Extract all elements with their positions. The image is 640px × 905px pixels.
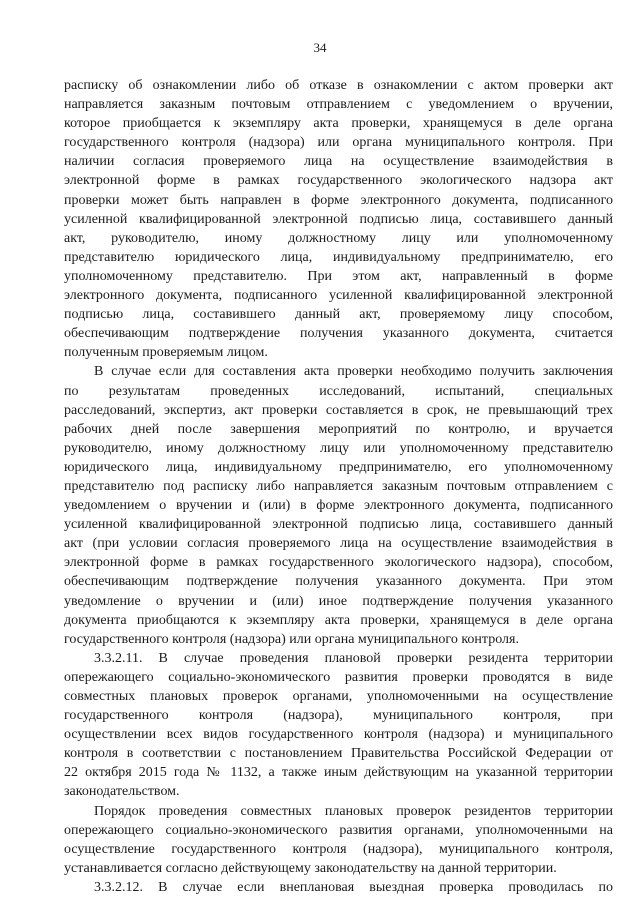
text-line: опережающего социально-экономического развития органами, уполномоченными на	[64, 822, 613, 838]
page-number: 34	[313, 40, 327, 55]
text-line: по результатам проведенных исследований, испытаний, специальных	[64, 383, 613, 399]
text-line: акт, руководителю, иному должностному лицу или уполномоченному	[64, 230, 613, 246]
text-line: Порядок проведения совместных плановых проверок резидентов территории	[94, 803, 613, 819]
text-line: контроля в соответствии с постановлением Правительства Российской Федерации от	[64, 746, 613, 762]
text-line: государственного контроля (надзора) или органа муниципального контроля. При	[64, 135, 613, 151]
paragraph-5	[64, 878, 613, 897]
text-line: законодательством.	[64, 784, 180, 800]
text-line: государственного контроля (надзора), муниципального контроля, при	[64, 708, 613, 724]
text-line: уведомление о вручении и (или) иное подтверждение получения указанного	[64, 593, 613, 609]
text-line: руководителю, иному должностному лицу или уполномоченному представителю	[64, 440, 613, 456]
text-line: акт (при условии согласия проверяемого лица на осуществление взаимодействия в	[64, 536, 613, 552]
text-line: 22 октября 2015 года № 1132, а также иным действующим на указанной территории	[64, 765, 613, 781]
text-line: электронного документа, подписанного усиленной квалифицированной электронной	[64, 288, 613, 304]
text-line: направляется заказным почтовым отправлением с уведомлением о вручении,	[64, 97, 613, 113]
text-line: подписью лица, составившего данный акт, проверяемому лицу способом,	[64, 307, 613, 323]
text-line: электронной форме в рамках государственного экологического надзора), способом,	[64, 555, 613, 571]
text-line: расписку об ознакомлении либо об отказе в ознакомлении с актом проверки акт	[64, 78, 613, 93]
document-body	[64, 76, 613, 897]
text-line: уведомлением о вручении и (или) в форме электронного документа, подписанного	[64, 498, 613, 514]
text-line: 3.3.2.12. В случае если внеплановая выездная проверка проводилась по	[94, 879, 613, 895]
paragraph-3	[64, 649, 613, 802]
text-line: совместных плановых проверок органами, уполномоченными на осуществление	[64, 689, 613, 704]
paragraph-1	[64, 76, 613, 362]
text-line: опережающего социально-экономического развития проверки проводятся в виде	[64, 669, 613, 685]
text-line: которое приобщается к экземпляру акта проверки, хранящемуся в деле органа	[64, 116, 613, 132]
text-line: 3.3.2.11. В случае проведения плановой проверки резидента территории	[94, 650, 613, 666]
text-line: электронной форме в рамках государственного экологического надзора акт	[64, 173, 613, 189]
text-line: рабочих дней после завершения мероприятий по контролю, и вручается	[64, 421, 613, 437]
text-line: усиленной квалифицированной электронной подписью лица, составившего данный	[64, 211, 613, 227]
text-line: проверки может быть направлен в форме электронного документа, подписанного	[64, 192, 613, 208]
text-line: государственного контроля (надзора) или органа муниципального контроля.	[64, 631, 519, 647]
text-line: расследований, экспертиз, акт проверки составляется в срок, не превышающий трех	[64, 402, 613, 418]
text-line: В случае если для составления акта проверки необходимо получить заключения	[94, 364, 613, 380]
text-line: обеспечивающим подтверждение получения указанного документа, считается	[64, 326, 613, 342]
text-line: устанавливается согласно действующему законодательству на данной территории.	[64, 860, 557, 876]
text-line: документа приобщаются к экземпляру акта проверки, хранящемуся в деле органа	[64, 612, 613, 628]
paragraph-2	[64, 362, 613, 648]
text-line: полученным проверяемым лицом.	[64, 345, 268, 361]
text-line: осуществлении всех видов государственного контроля (надзора) и муниципального	[64, 727, 613, 743]
text-line: представителю под расписку либо направляется заказным почтовым отправлением с	[64, 478, 613, 494]
text-line: осуществление государственного контроля (надзора), муниципального контроля,	[64, 841, 613, 857]
text-line: представителю юридического лица, индивидуальному предпринимателю, его	[64, 249, 613, 265]
paragraph-4	[64, 802, 613, 878]
text-line: наличии согласия проверяемого лица на осуществление взаимодействия в	[64, 154, 613, 170]
text-line: уполномоченному представителю. При этом акт, направленный в форме	[64, 268, 613, 284]
text-line: усиленной квалифицированной электронной подписью лица, составившего данный	[64, 517, 613, 533]
text-line: обеспечивающим подтверждение получения указанного документа. При этом	[64, 574, 613, 590]
text-line: юридического лица, индивидуальному предпринимателю, его уполномоченному	[64, 459, 613, 475]
